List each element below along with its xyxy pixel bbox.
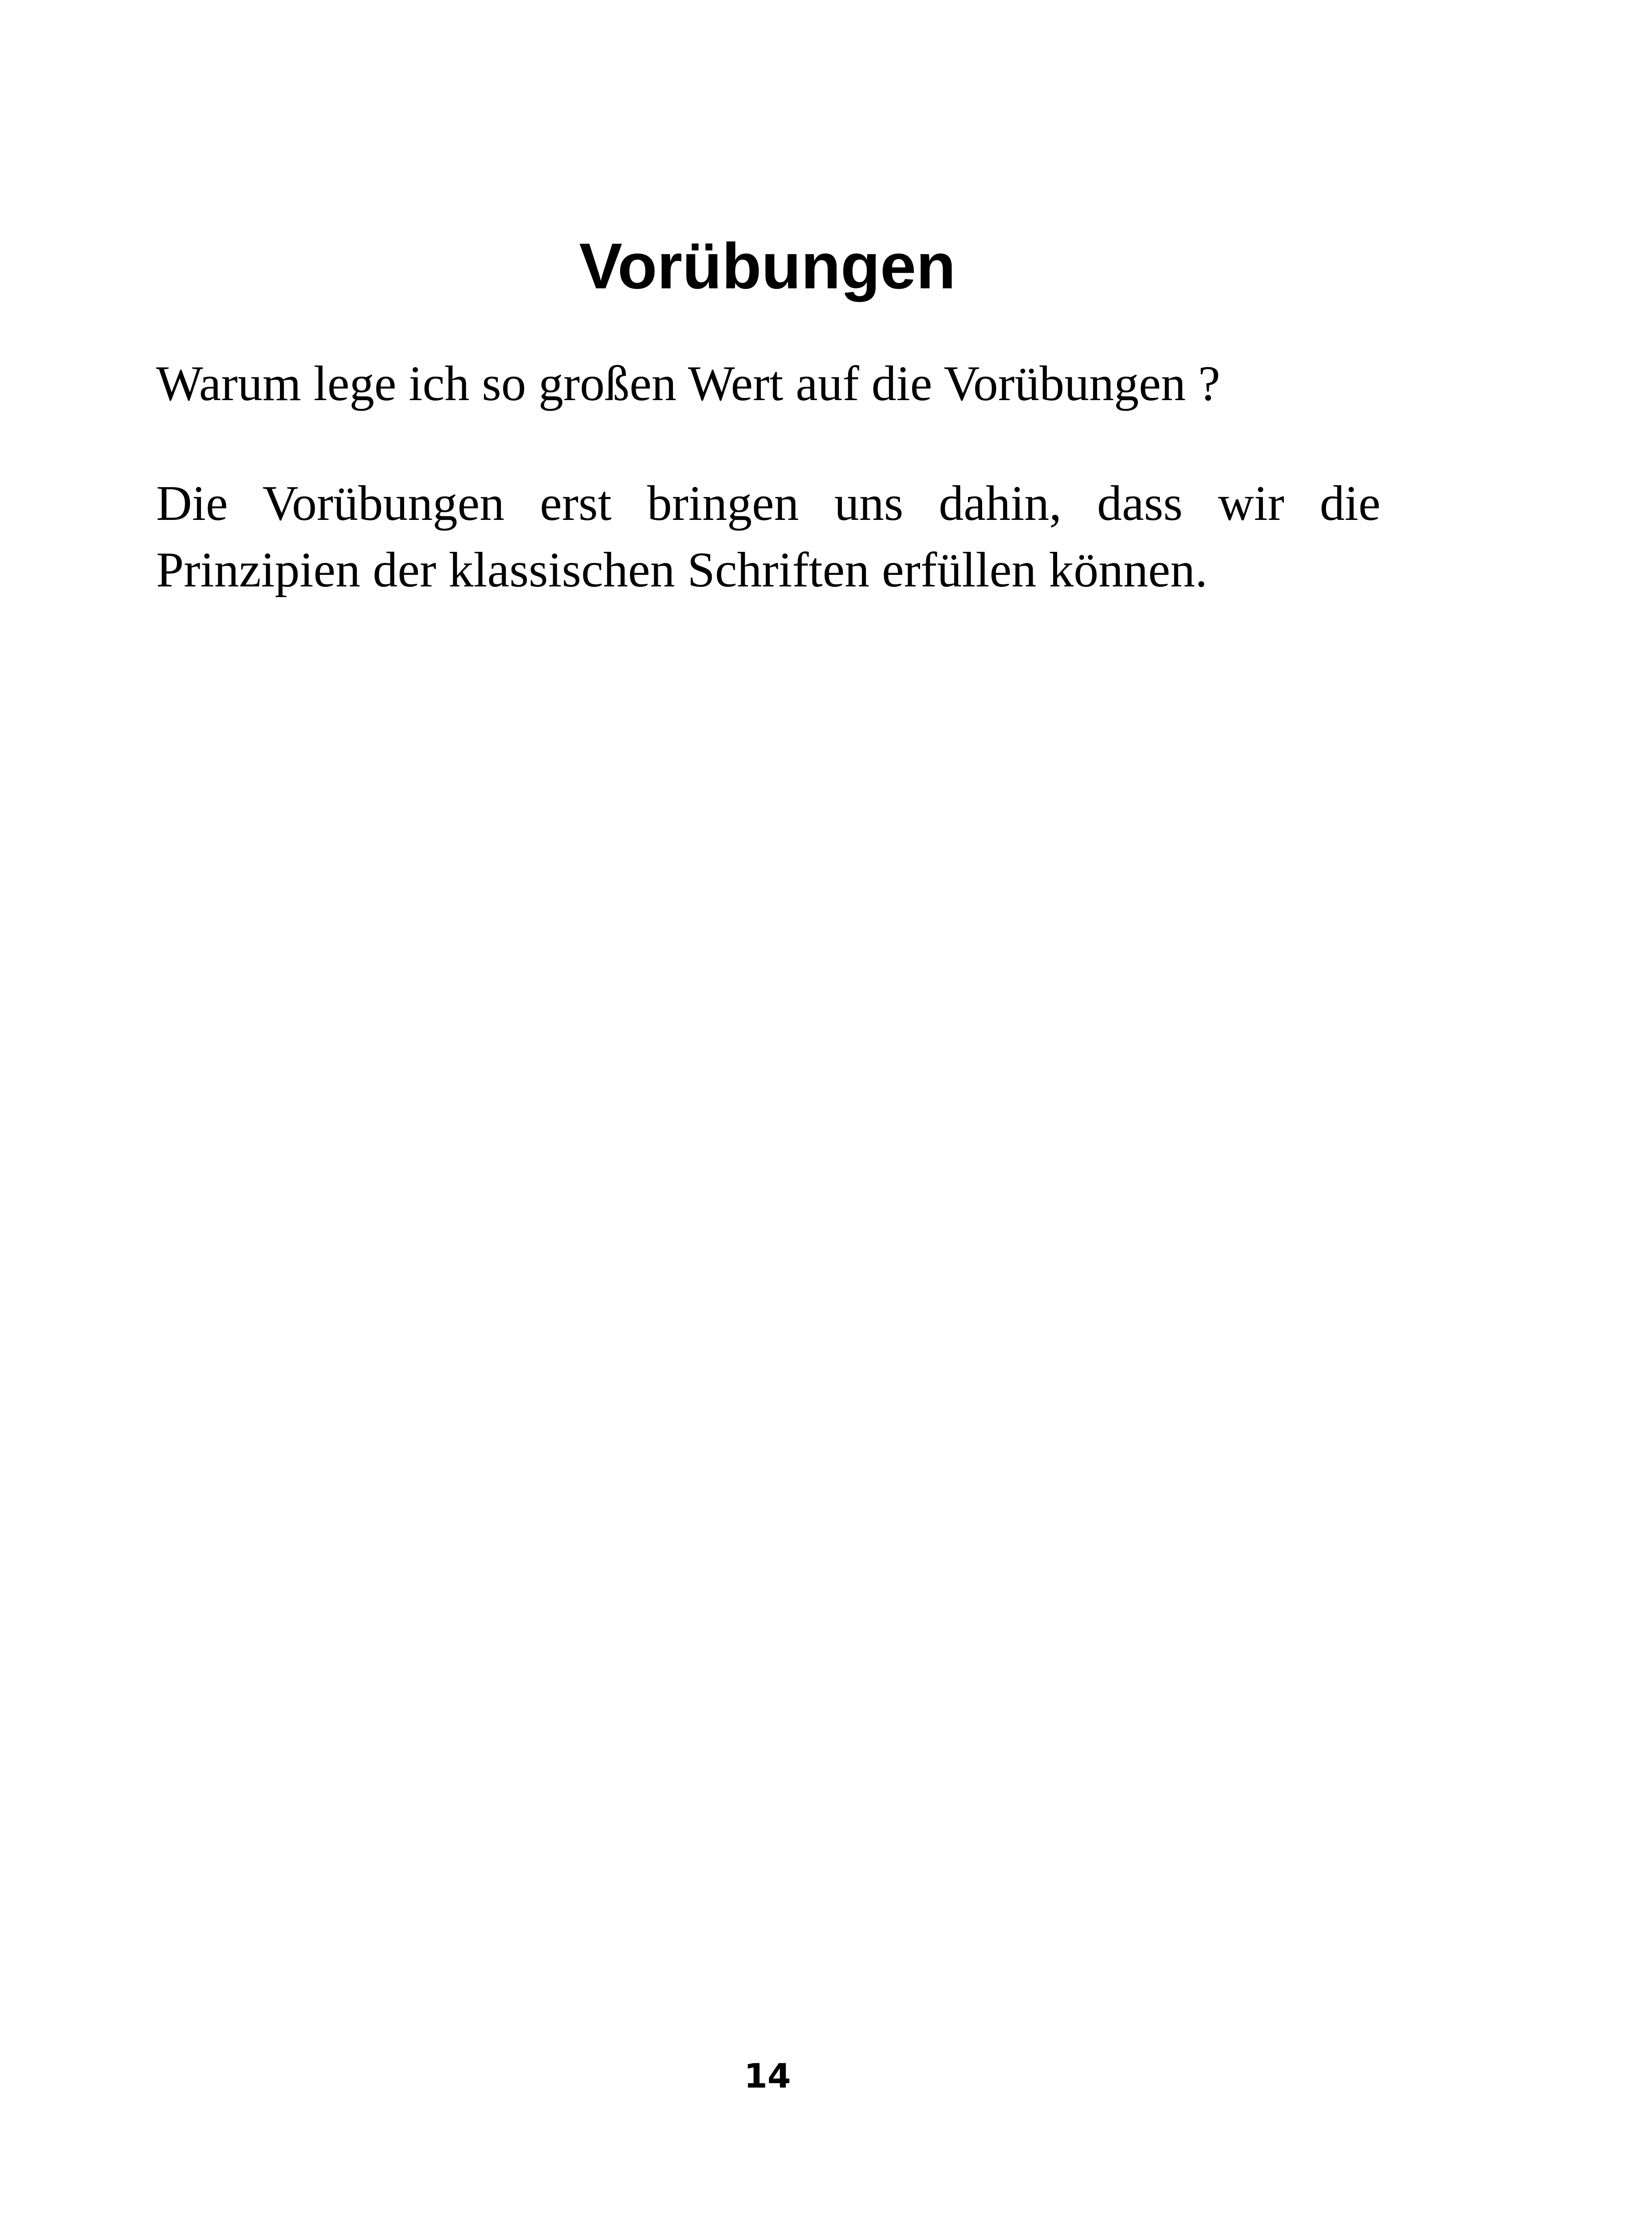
page-number: 14: [744, 2056, 791, 2096]
body-paragraph: Die Vorübungen erst bringen uns dahin, dass wir die Prinzipien der klassischen Schriften erfüllen können.: [156, 476, 1381, 598]
page-title: Vorübungen: [579, 230, 956, 302]
question-paragraph: Warum lege ich so großen Wert auf die Vorübungen ?: [156, 356, 1220, 411]
